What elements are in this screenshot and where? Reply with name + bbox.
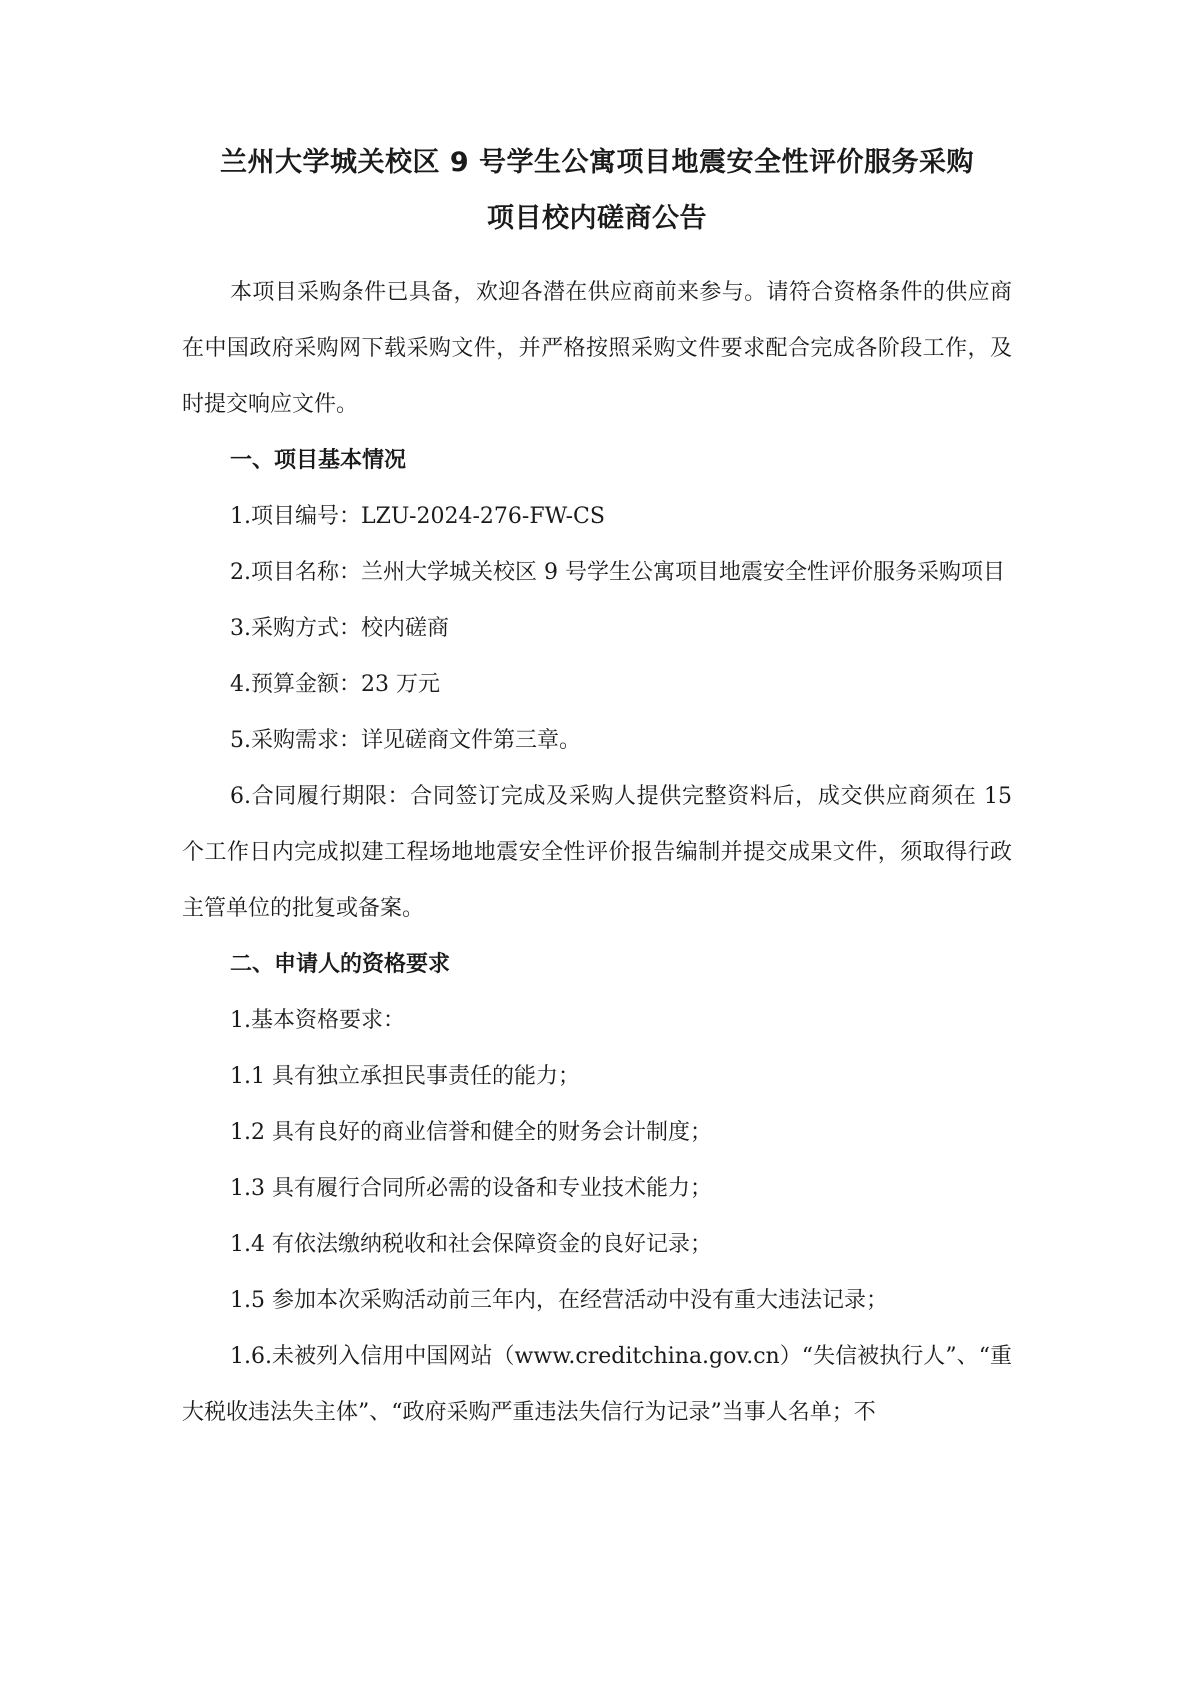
document-title (182, 135, 1012, 247)
intro-paragraph: 本项目采购条件已具备，欢迎各潜在供应商前来参与。请符合资格条件的供应商在中国政府采购网下载采购文件，并严格按照采购文件要求配合完成各阶段工作，及时提交响应文件。 (182, 280, 1012, 417)
qualification-1-4: 1.4 有依法缴纳税收和社会保障资金的良好记录； (230, 1232, 712, 1257)
qualification-basic: 1.基本资格要求： (230, 1008, 405, 1033)
procurement-requirements: 5.采购需求：详见磋商文件第三章。 (230, 728, 581, 753)
contract-period: 6.合同履行期限：合同签订完成及采购人提供完整资料后，成交供应商须在 15 个工作日内完成拟建工程场地地震安全性评价报告编制并提交成果文件，须取得行政主管单位的批复或备案。 (182, 784, 1012, 921)
document-page (182, 135, 1012, 1441)
title-line-1: 兰州大学城关校区 9 号学生公寓项目地震安全性评价服务采购 (219, 147, 975, 178)
project-number: 1.项目编号：LZU-2024-276-FW-CS (230, 504, 605, 529)
qualification-1-3: 1.3 具有履行合同所必需的设备和专业技术能力； (230, 1176, 712, 1201)
qualification-1-2: 1.2 具有良好的商业信誉和健全的财务会计制度； (230, 1120, 712, 1145)
procurement-method: 3.采购方式：校内磋商 (230, 616, 449, 641)
title-line-2: 项目校内磋商公告 (487, 203, 707, 234)
qualification-1-6: 1.6.未被列入信用中国网站（www.creditchina.gov.cn）“失信被执行人”、“重大税收违法失主体”、“政府采购严重违法失信行为记录”当事人名单；不 (182, 1344, 1012, 1425)
document-body (182, 265, 1012, 1441)
budget-amount: 4.预算金额：23 万元 (230, 672, 440, 697)
qualification-1-1: 1.1 具有独立承担民事责任的能力； (230, 1064, 580, 1089)
qualification-1-5: 1.5 参加本次采购活动前三年内，在经营活动中没有重大违法记录； (230, 1288, 888, 1313)
section-2-heading: 二、申请人的资格要求 (230, 952, 451, 977)
project-name: 2.项目名称：兰州大学城关校区 9 号学生公寓项目地震安全性评价服务采购项目 (230, 560, 1005, 585)
section-1-heading: 一、项目基本情况 (230, 448, 407, 473)
